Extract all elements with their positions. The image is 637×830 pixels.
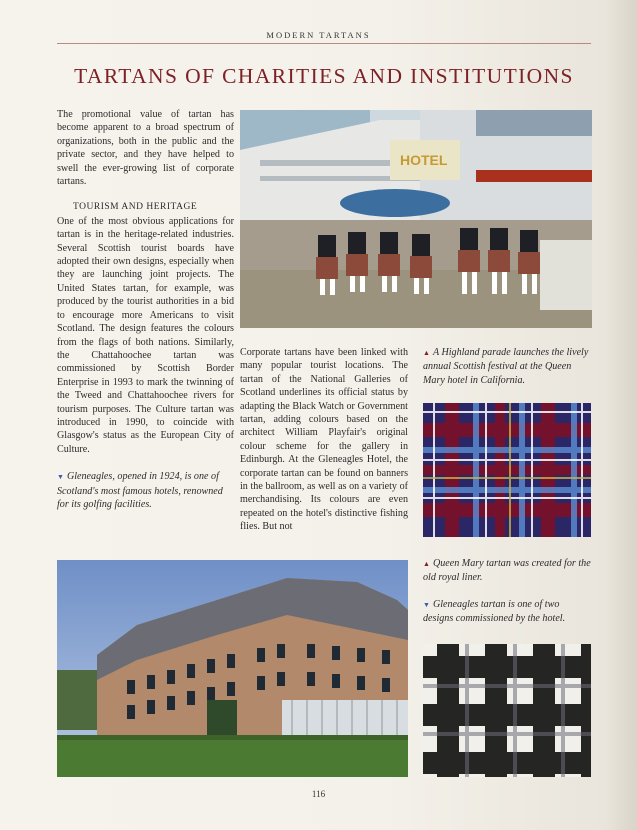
running-head: MODERN TARTANS bbox=[266, 30, 371, 40]
hotel-sign: HOTEL bbox=[400, 152, 448, 168]
corporate-paragraph: Corporate tartans have been linked with many popular tourist locations. The tartan of the National Galleries of Scotland underlines its official status by adapting the Black Watch or Government tartan, adding colours based on the architect William Playfair's original colour scheme for the gallery in Edinburgh. At the Gleneagles Hotel, the corporate tartan can be found on banners in the ballroom, as well as on a variety of merchandising. Its colours are even repeated on the hotel's distinctive fishing flies. But not bbox=[240, 347, 408, 533]
gleneagles-hotel-photo bbox=[57, 560, 408, 777]
parade-caption: ▲ A Highland parade launches the lively annual Scottish festival at the Queen Mary hotel in California. bbox=[423, 347, 589, 386]
column-1 bbox=[57, 108, 234, 511]
triangle-up-icon: ▲ bbox=[423, 349, 430, 357]
section-subhead: TOURISM AND HERITAGE bbox=[73, 202, 198, 213]
queen-mary-tartan-swatch bbox=[423, 403, 591, 537]
triangle-up-icon: ▲ bbox=[423, 560, 430, 568]
gleneagles-photo-caption: ▼ Gleneagles, opened in 1924, is one of Scotland's most famous hotels, renowned for its golfing facilities. bbox=[57, 471, 223, 510]
header-rule bbox=[57, 43, 591, 44]
queen-mary-caption: ▲ Queen Mary tartan was created for the old royal liner. bbox=[423, 558, 591, 584]
gleneagles-tartan-caption: ▼ Gleneagles tartan is one of two designs commissioned by the hotel. bbox=[423, 599, 566, 625]
intro-paragraph: The promotional value of tartan has become apparent to a broad spectrum of organizations, both in the public and the private sector, and they have helped to swell the ever-growing list of corporate tartans. bbox=[57, 109, 234, 188]
column-2 bbox=[240, 346, 408, 534]
gleneagles-tartan-swatch bbox=[423, 644, 591, 777]
highland-parade-photo bbox=[240, 110, 592, 328]
page-number: 116 bbox=[311, 789, 326, 799]
tourism-paragraph: One of the most obvious applications for tartan is in the heritage-related industries. Several Scottish tourist boards have adopted their own designs, especially when they are launching joint projects. The United States tartan, for example, was produced by the tourist authorities in a bid to encourage more Americans to visit Scotland. The design features the colours from the flags of both nations. Similarly, the Chattahoochee tartan was commissioned by Scottish Border Enterprise in 1993 to mark the twinning of the Tweed and Chattahoochee rivers for tourism purposes. The Culture tartan was introduced in 1990, to coincide with Glasgow's status as the European City of Culture. bbox=[57, 215, 234, 455]
triangle-down-icon: ▼ bbox=[57, 473, 64, 482]
page-title: TARTANS OF CHARITIES AND INSTITUTIONS bbox=[74, 64, 574, 88]
triangle-down-icon: ▼ bbox=[423, 601, 430, 609]
